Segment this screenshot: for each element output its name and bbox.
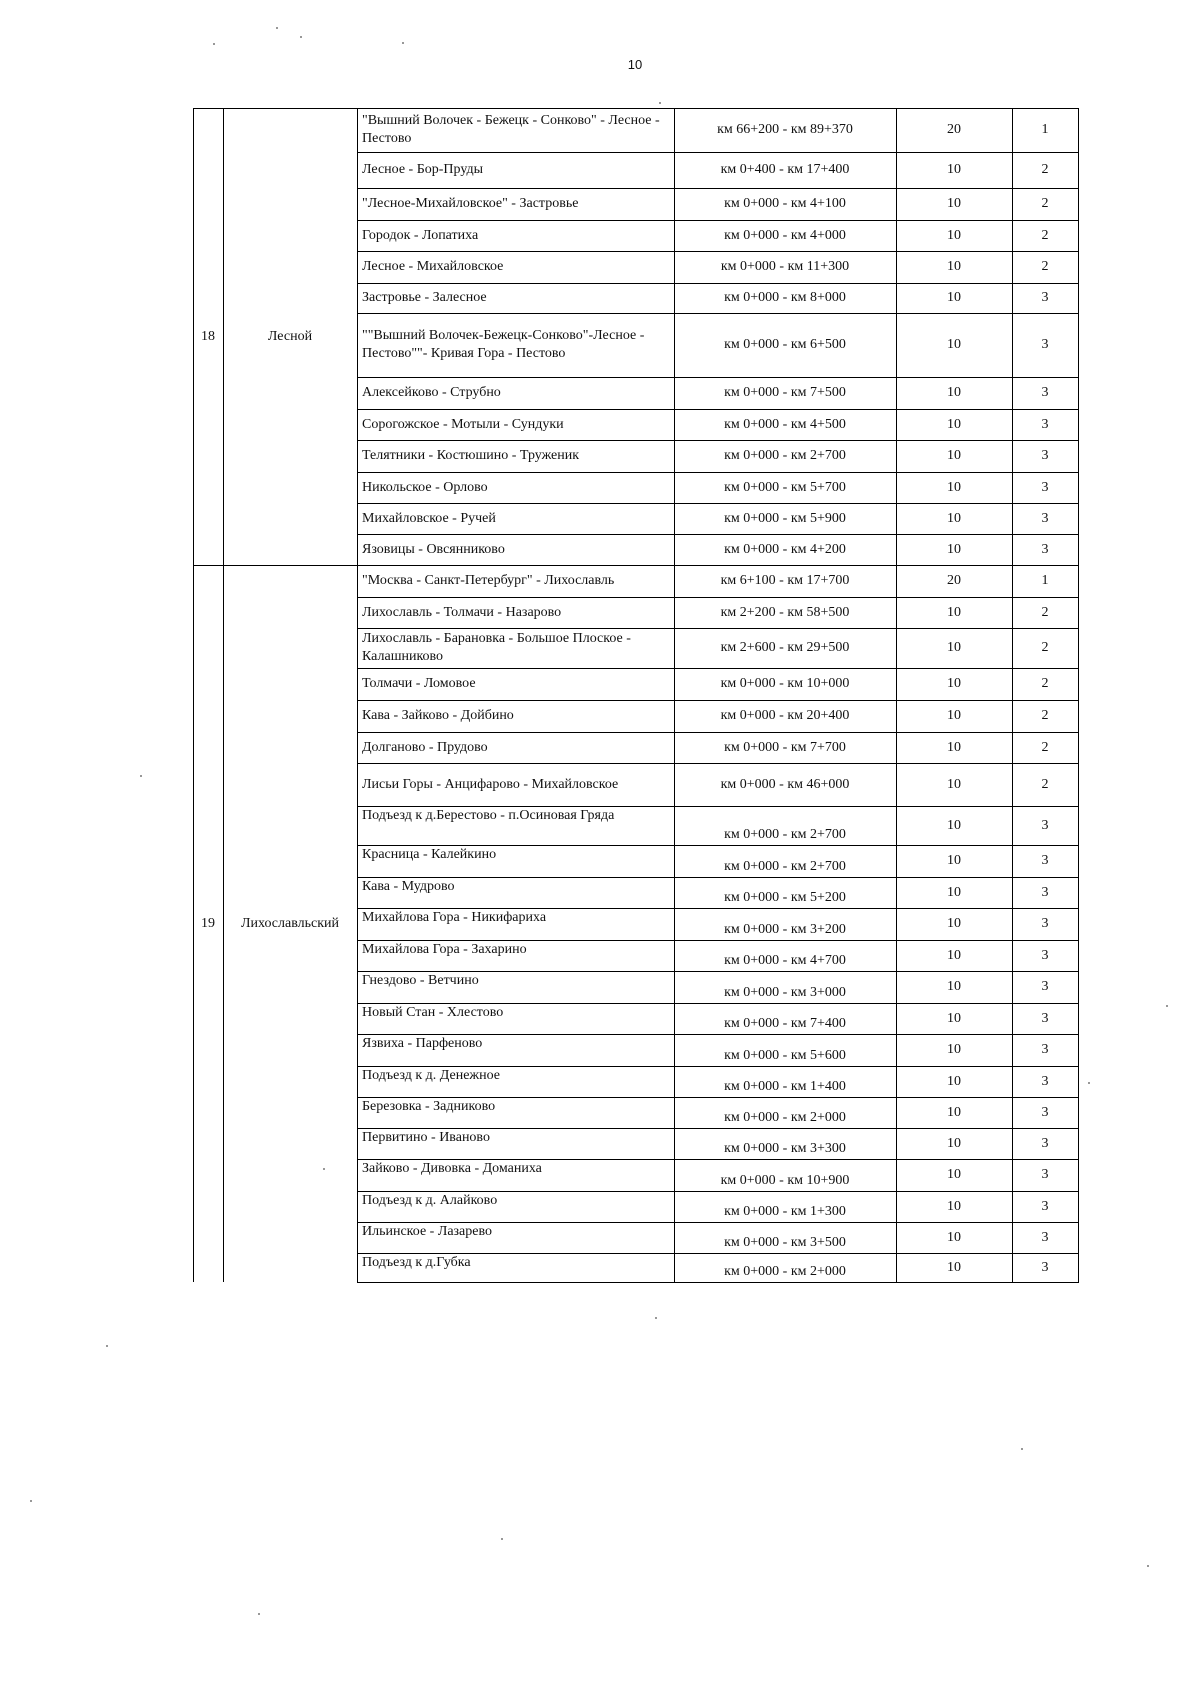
km-range: км 0+000 - км 2+000 — [724, 1110, 846, 1125]
road-width: 10 — [947, 479, 961, 495]
road-name-text: Подъезд к д.Берестово - п.Осиновая Гряда — [362, 808, 615, 823]
road-name-text: Язовицы - Овсянниково — [362, 541, 505, 557]
road-name — [357, 668, 674, 700]
road-width: 10 — [947, 640, 961, 655]
road-name — [357, 251, 674, 283]
km-range: км 0+000 - км 1+400 — [724, 1079, 846, 1094]
road-category: 3 — [1041, 385, 1049, 400]
row-divider — [357, 188, 1079, 189]
scan-speck — [402, 42, 404, 44]
row-divider — [357, 845, 1079, 846]
road-name — [357, 806, 674, 845]
road-width: 10 — [947, 1135, 961, 1151]
road-width: 10 — [947, 1259, 961, 1275]
row-divider — [357, 940, 1079, 941]
km-range: км 0+000 - км 5+600 — [724, 1048, 846, 1063]
road-category: 3 — [1041, 1135, 1049, 1151]
road-name-text: "Вышний Волочек - Бежецк - Сонково" - Лесное - Пестово — [362, 113, 660, 146]
row-divider — [357, 534, 1079, 535]
road-name-text: Ильинское - Лазарево — [362, 1224, 492, 1239]
road-name-text: Сорогожское - Мотыли - Сундуки — [362, 416, 564, 432]
road-width: 10 — [947, 196, 961, 211]
km-range: км 0+000 - км 4+200 — [724, 541, 846, 557]
km-range: км 0+000 - км 3+000 — [724, 985, 846, 1000]
row-divider — [357, 806, 1079, 807]
km-range: км 0+000 - км 4+000 — [724, 227, 846, 243]
road-name — [357, 440, 674, 472]
road-width: 10 — [947, 916, 961, 931]
row-divider — [357, 152, 1079, 153]
road-category: 3 — [1041, 337, 1049, 352]
row-divider — [357, 877, 1079, 878]
road-width: 10 — [947, 1229, 961, 1245]
road-category: 2 — [1041, 604, 1049, 620]
road-name-text: Застровье - Залесное — [362, 290, 487, 305]
road-category: 3 — [1041, 448, 1049, 463]
road-name — [357, 845, 674, 877]
road-width: 10 — [947, 385, 961, 400]
road-category: 1 — [1041, 573, 1049, 588]
road-name — [357, 152, 674, 188]
road-name-text: Телятники - Костюшино - Труженик — [362, 448, 580, 463]
road-width: 10 — [947, 979, 961, 994]
km-range: км 0+000 - км 2+700 — [724, 827, 846, 842]
road-category: 3 — [1041, 479, 1049, 495]
road-category: 2 — [1041, 162, 1049, 177]
road-name — [357, 1034, 674, 1066]
scan-speck — [323, 1168, 325, 1170]
district-name: Лихославльский — [240, 915, 339, 931]
road-name-text: Лесное - Михайловское — [362, 259, 504, 274]
row-divider — [357, 440, 1079, 441]
km-range: км 0+000 - км 11+300 — [720, 259, 850, 274]
km-range: км 6+100 - км 17+700 — [720, 573, 850, 588]
col-line — [674, 108, 675, 1283]
km-range: км 0+000 - км 2+700 — [724, 448, 846, 463]
km-range: км 2+200 - км 58+500 — [720, 604, 850, 620]
road-name-text: Подъезд к д.Губка — [362, 1255, 471, 1270]
km-range: км 0+000 - км 3+200 — [724, 922, 846, 937]
road-name — [357, 1128, 674, 1159]
road-width: 10 — [947, 259, 961, 274]
road-width: 10 — [947, 337, 961, 352]
road-name — [357, 700, 674, 732]
road-width: 10 — [947, 604, 961, 620]
road-name — [357, 597, 674, 628]
road-width: 10 — [947, 448, 961, 463]
km-range: км 0+000 - км 7+400 — [724, 1016, 846, 1031]
road-name-text: Гнездово - Ветчино — [362, 973, 479, 988]
road-category: 3 — [1041, 979, 1049, 994]
scan-speck — [30, 1500, 32, 1502]
row-divider — [357, 668, 1079, 669]
km-range: км 0+000 - км 7+700 — [724, 739, 846, 755]
row-divider — [357, 108, 1079, 109]
road-width: 10 — [947, 708, 961, 723]
road-category: 3 — [1041, 1104, 1049, 1120]
road-name — [357, 188, 674, 220]
road-name — [357, 628, 674, 668]
road-category: 2 — [1041, 259, 1049, 274]
row-divider — [357, 971, 1079, 972]
road-name — [357, 377, 674, 409]
scan-speck — [659, 102, 661, 104]
km-range: км 0+000 - км 46+000 — [720, 776, 850, 792]
table-bottom-line — [357, 1282, 1079, 1283]
road-category: 3 — [1041, 1229, 1049, 1245]
road-name-text: Михайловское - Ручей — [362, 510, 496, 526]
road-name — [357, 732, 674, 763]
scan-speck — [213, 43, 215, 45]
road-name-text: ""Вышний Волочек-Бежецк-Сонково"-Лесное - Пестово""- Кривая Гора - Пестово — [362, 328, 645, 361]
road-category: 3 — [1041, 853, 1049, 868]
road-name — [357, 1003, 674, 1034]
scan-speck — [258, 1613, 260, 1615]
road-category: 3 — [1041, 1259, 1049, 1275]
km-range: км 0+000 - км 1+300 — [724, 1204, 846, 1219]
road-name — [357, 313, 674, 377]
road-category: 3 — [1041, 817, 1049, 833]
km-range: км 0+000 - км 6+500 — [724, 337, 846, 352]
road-width: 10 — [947, 1198, 961, 1214]
road-width: 10 — [947, 853, 961, 868]
row-divider — [357, 503, 1079, 504]
row-divider — [357, 1003, 1079, 1004]
km-range: км 0+000 - км 8+000 — [724, 290, 846, 305]
road-width: 10 — [947, 1167, 961, 1182]
row-divider — [357, 597, 1079, 598]
group-number: 18 — [201, 328, 215, 344]
col-line — [896, 108, 897, 1283]
road-name-text: "Лесное-Михайловское" - Застровье — [362, 196, 579, 211]
road-width: 10 — [947, 676, 961, 691]
road-category: 2 — [1041, 676, 1049, 691]
road-width: 10 — [947, 1010, 961, 1026]
scan-speck — [300, 36, 302, 38]
road-name — [357, 283, 674, 313]
road-category: 3 — [1041, 884, 1049, 900]
road-category: 2 — [1041, 640, 1049, 655]
row-divider — [357, 409, 1079, 410]
road-name-text: Зайково - Дивовка - Доманиха — [362, 1161, 542, 1176]
group-number: 19 — [201, 915, 215, 931]
road-name — [357, 1253, 674, 1282]
scan-speck — [1166, 1005, 1168, 1007]
road-name-text: Кава - Зайково - Дойбино — [362, 708, 514, 723]
km-range: км 0+000 - км 4+100 — [724, 196, 846, 211]
road-category: 3 — [1041, 1010, 1049, 1026]
road-name — [357, 1066, 674, 1097]
row-divider — [357, 565, 1079, 566]
row-divider — [357, 1066, 1079, 1067]
road-name-text: Михайлова Гора - Никифариха — [362, 910, 547, 925]
road-name — [357, 1191, 674, 1222]
road-name — [357, 971, 674, 1003]
road-name-text: Толмачи - Ломовое — [362, 676, 476, 691]
row-divider — [357, 220, 1079, 221]
road-width: 20 — [947, 122, 961, 137]
road-width: 10 — [947, 227, 961, 243]
row-divider — [357, 700, 1079, 701]
km-range: км 0+000 - км 4+500 — [724, 416, 846, 432]
km-range: км 2+600 - км 29+500 — [720, 640, 850, 655]
road-width: 10 — [947, 416, 961, 432]
row-divider — [357, 908, 1079, 909]
road-category: 3 — [1041, 1042, 1049, 1057]
row-divider — [357, 1097, 1079, 1098]
km-range: км 0+400 - км 17+400 — [720, 162, 850, 177]
row-divider — [357, 628, 1079, 629]
road-name — [357, 940, 674, 971]
road-width: 10 — [947, 1104, 961, 1120]
road-name-text: Лихославль - Барановка - Большое Плоское - Калашниково — [362, 631, 631, 664]
road-width: 10 — [947, 1042, 961, 1057]
row-divider — [357, 1128, 1079, 1129]
col-line — [357, 108, 358, 1283]
road-category: 3 — [1041, 916, 1049, 931]
road-category: 3 — [1041, 416, 1049, 432]
road-name-text: "Москва - Санкт-Петербург" - Лихославль — [362, 573, 615, 588]
road-category: 3 — [1041, 541, 1049, 557]
road-name — [357, 908, 674, 940]
road-width: 10 — [947, 162, 961, 177]
road-name-text: Язвиха - Парфеново — [362, 1036, 483, 1051]
road-name — [357, 565, 674, 597]
col-line — [193, 108, 194, 1282]
road-name — [357, 220, 674, 251]
km-range: км 0+000 - км 2+700 — [724, 859, 846, 874]
road-name-text: Подъезд к д. Денежное — [362, 1068, 500, 1083]
road-name — [357, 1097, 674, 1128]
road-category: 3 — [1041, 1073, 1049, 1089]
road-name — [357, 1222, 674, 1253]
scan-speck — [655, 1317, 657, 1319]
km-range: км 0+000 - км 2+000 — [724, 1264, 846, 1279]
road-name-text: Подъезд к д. Алайково — [362, 1193, 498, 1208]
scan-speck — [1147, 1565, 1149, 1567]
road-name — [357, 503, 674, 534]
road-name-text: Городок - Лопатиха — [362, 227, 479, 243]
road-category: 3 — [1041, 510, 1049, 526]
scan-speck — [140, 775, 142, 777]
km-range: км 0+000 - км 4+700 — [724, 953, 846, 968]
road-name-text: Кава - Мудрово — [362, 879, 455, 894]
km-range: км 0+000 - км 10+000 — [720, 676, 850, 691]
road-category: 2 — [1041, 739, 1049, 755]
km-range: км 66+200 - км 89+370 — [717, 122, 853, 137]
row-divider — [357, 732, 1079, 733]
scan-speck — [501, 1538, 503, 1540]
road-name — [357, 108, 674, 152]
km-range: км 0+000 - км 20+400 — [720, 708, 850, 723]
km-range: км 0+000 - км 3+500 — [724, 1235, 846, 1250]
col-line — [1078, 108, 1079, 1283]
road-name-text: Алексейково - Струбно — [362, 385, 501, 400]
row-divider — [357, 1222, 1079, 1223]
row-divider — [357, 1253, 1079, 1254]
km-range: км 0+000 - км 7+500 — [724, 385, 846, 400]
road-name-text: Долганово - Прудово — [362, 739, 488, 755]
road-name-text: Березовка - Задниково — [362, 1099, 496, 1114]
road-width: 10 — [947, 541, 961, 557]
road-name-text: Первитино - Иваново — [362, 1130, 490, 1145]
km-range: км 0+000 - км 5+700 — [724, 479, 846, 495]
road-name — [357, 409, 674, 440]
road-category: 2 — [1041, 196, 1049, 211]
group-divider — [193, 565, 358, 566]
col-line — [1012, 108, 1013, 1283]
km-range: км 0+000 - км 5+200 — [724, 890, 846, 905]
page-number: 10 — [627, 57, 643, 72]
road-name — [357, 763, 674, 806]
road-category: 3 — [1041, 290, 1049, 305]
road-width: 10 — [947, 739, 961, 755]
road-name-text: Никольское - Орлово — [362, 479, 488, 495]
row-divider — [357, 763, 1079, 764]
col-line — [223, 108, 224, 1282]
row-divider — [357, 283, 1079, 284]
row-divider — [357, 313, 1079, 314]
km-range: км 0+000 - км 10+900 — [720, 1173, 850, 1188]
road-category: 3 — [1041, 1198, 1049, 1214]
road-width: 10 — [947, 510, 961, 526]
scan-speck — [1021, 1448, 1023, 1450]
row-divider — [357, 1159, 1079, 1160]
row-divider — [357, 251, 1079, 252]
road-category: 3 — [1041, 1167, 1049, 1182]
road-width: 10 — [947, 884, 961, 900]
road-name-text: Лихославль - Толмачи - Назарово — [362, 604, 562, 620]
district-name: Лесной — [267, 328, 313, 344]
road-name — [357, 472, 674, 503]
scan-speck — [106, 1345, 108, 1347]
road-name-text: Новый Стан - Хлестово — [362, 1005, 504, 1020]
group-divider — [193, 108, 358, 109]
road-width: 10 — [947, 817, 961, 833]
scan-speck — [1088, 1082, 1090, 1084]
road-category: 2 — [1041, 708, 1049, 723]
road-width: 10 — [947, 1073, 961, 1089]
row-divider — [357, 1191, 1079, 1192]
row-divider — [357, 377, 1079, 378]
road-name — [357, 877, 674, 908]
road-name — [357, 534, 674, 565]
road-category: 2 — [1041, 776, 1049, 792]
scan-speck — [276, 27, 278, 29]
road-name — [357, 1159, 674, 1191]
road-category: 1 — [1041, 122, 1049, 137]
road-width: 10 — [947, 290, 961, 305]
road-name-text: Красница - Калейкино — [362, 847, 497, 862]
road-width: 20 — [947, 573, 961, 588]
road-name-text: Лесное - Бор-Пруды — [362, 162, 483, 177]
road-width: 10 — [947, 947, 961, 963]
road-width: 10 — [947, 776, 961, 792]
road-name-text: Михайлова Гора - Захарино — [362, 942, 527, 957]
road-category: 2 — [1041, 227, 1049, 243]
row-divider — [357, 1034, 1079, 1035]
km-range: км 0+000 - км 5+900 — [724, 510, 846, 526]
km-range: км 0+000 - км 3+300 — [724, 1141, 846, 1156]
row-divider — [357, 472, 1079, 473]
road-category: 3 — [1041, 947, 1049, 963]
road-name-text: Лисьи Горы - Анцифарово - Михайловское — [362, 776, 619, 792]
